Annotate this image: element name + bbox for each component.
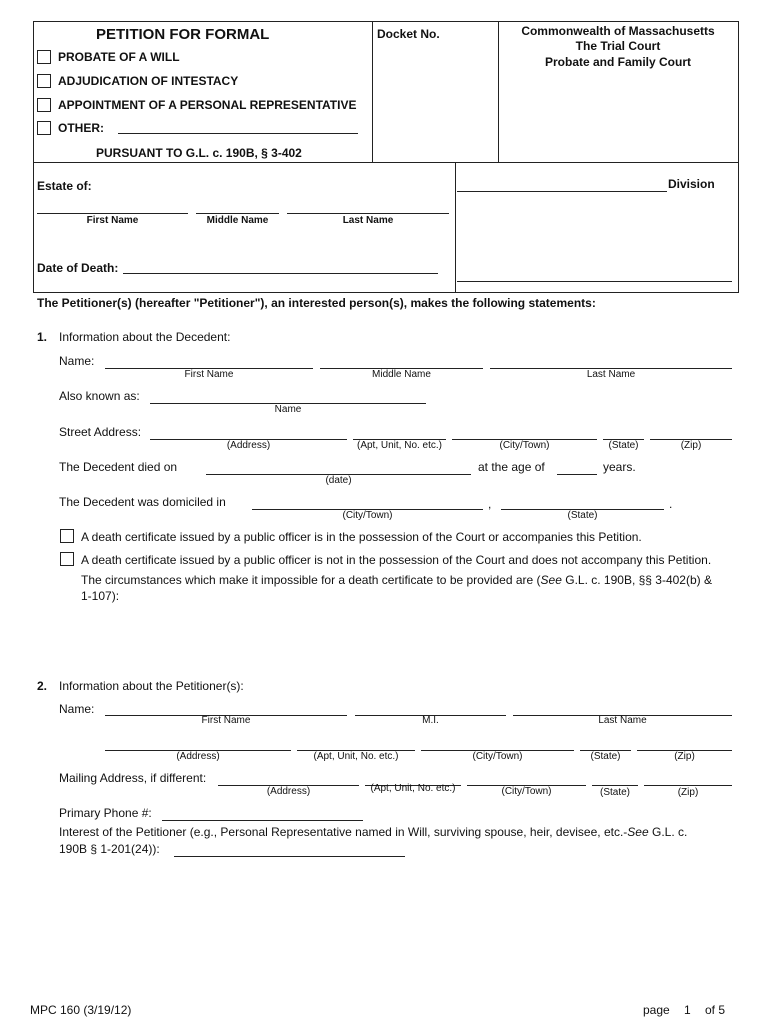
estate-last-field[interactable] bbox=[287, 213, 449, 214]
estate-middle-caption: Middle Name bbox=[206, 215, 269, 226]
header-divider-docket bbox=[372, 21, 373, 162]
decedent-state-caption: (State) bbox=[608, 440, 639, 451]
header-divider-court bbox=[498, 21, 499, 162]
court-line1: Commonwealth of Massachusetts bbox=[521, 24, 715, 38]
circumstances-text bbox=[81, 573, 712, 587]
cert-in-possession-checkbox[interactable] bbox=[60, 529, 74, 543]
probate-will-label: PROBATE OF A WILL bbox=[58, 50, 180, 64]
header-divider-estate bbox=[455, 162, 456, 292]
estate-first-caption: First Name bbox=[86, 215, 139, 226]
other-field[interactable] bbox=[118, 133, 358, 134]
decedent-address-caption: (Address) bbox=[226, 440, 271, 451]
petitioner-last-caption: Last Name bbox=[598, 715, 647, 726]
mailing-address-caption: (Address) bbox=[266, 786, 311, 797]
interest-text-a: Interest of the Petitioner (e.g., Personal Representative named in Will, surviving spouse, heir, devisee, etc.- bbox=[59, 825, 628, 839]
age-field[interactable] bbox=[557, 474, 597, 475]
cert-not-in-possession-checkbox[interactable] bbox=[60, 552, 74, 566]
header-divider-mid bbox=[33, 162, 738, 163]
interest-text-b: G.L. c. bbox=[648, 825, 688, 839]
decedent-city-caption: (City/Town) bbox=[499, 440, 550, 451]
death-date-caption: (date) bbox=[325, 475, 352, 486]
decedent-last-caption: Last Name bbox=[586, 369, 636, 380]
circumstances-text-a: The circumstances which make it impossible for a death certificate to be provided are ( bbox=[81, 573, 541, 587]
form-id: MPC 160 (3/19/12) bbox=[30, 1003, 132, 1017]
intestacy-label: ADJUDICATION OF INTESTACY bbox=[58, 74, 239, 88]
intestacy-checkbox[interactable] bbox=[37, 74, 51, 88]
domiciled-label: The Decedent was domiciled in bbox=[59, 495, 226, 509]
date-of-death-label: Date of Death: bbox=[37, 261, 119, 275]
division-lower-line bbox=[457, 281, 732, 282]
age-suffix: years. bbox=[603, 460, 636, 474]
estate-label: Estate of: bbox=[37, 179, 92, 193]
division-label: Division bbox=[668, 177, 715, 191]
pursuant-text: PURSUANT TO G.L. c. 190B, § 3-402 bbox=[96, 146, 302, 160]
decedent-apt-caption: (Apt, Unit, No. etc.) bbox=[356, 440, 443, 451]
cert-in-possession-label: A death certificate issued by a public officer is in the possession of the Court or accompanies this Petition. bbox=[81, 530, 642, 544]
petitioner-apt-caption: (Apt, Unit, No. etc.) bbox=[313, 751, 399, 762]
died-on-label: The Decedent died on bbox=[59, 460, 178, 474]
section1-number: 1. bbox=[37, 330, 48, 344]
domicile-period: . bbox=[669, 497, 673, 511]
decedent-name-label: Name: bbox=[59, 354, 95, 368]
street-address-label: Street Address: bbox=[59, 425, 142, 439]
section1-title: Information about the Decedent: bbox=[59, 330, 231, 344]
phone-field[interactable] bbox=[162, 820, 363, 821]
petitioner-name-label: Name: bbox=[59, 702, 95, 716]
mailing-zip-caption: (Zip) bbox=[677, 787, 699, 798]
estate-last-caption: Last Name bbox=[342, 215, 394, 226]
date-of-death-field[interactable] bbox=[123, 273, 438, 274]
mailing-state-field[interactable] bbox=[592, 785, 638, 786]
phone-label: Primary Phone #: bbox=[59, 806, 152, 820]
petitioner-zip-caption: (Zip) bbox=[674, 751, 695, 762]
interest-see: See bbox=[627, 825, 649, 839]
aka-caption: Name bbox=[274, 404, 302, 415]
circumstances-see: See bbox=[540, 573, 562, 587]
decedent-first-caption: First Name bbox=[184, 369, 234, 380]
court-line2: The Trial Court bbox=[575, 39, 661, 53]
probate-will-checkbox[interactable] bbox=[37, 50, 51, 64]
court-line3: Probate and Family Court bbox=[544, 55, 692, 69]
domicile-comma: , bbox=[488, 497, 492, 511]
page-total: of 5 bbox=[705, 1003, 726, 1017]
estate-first-field[interactable] bbox=[37, 213, 188, 214]
domicile-city-caption: (City/Town) bbox=[342, 510, 393, 521]
decedent-middle-caption: Middle Name bbox=[372, 369, 431, 380]
petitioner-first-caption: First Name bbox=[201, 715, 251, 726]
personal-rep-checkbox[interactable] bbox=[37, 98, 51, 112]
interest-field[interactable] bbox=[174, 856, 405, 857]
mailing-zip-field[interactable] bbox=[644, 785, 732, 786]
circumstances-text-b: G.L. c. 190B, §§ 3-402(b) & bbox=[561, 573, 712, 587]
petitioner-mi-caption: M.I. bbox=[422, 715, 439, 726]
page-number: 1 bbox=[684, 1003, 691, 1017]
interest-text bbox=[59, 825, 687, 839]
division-field[interactable] bbox=[457, 191, 667, 192]
petitioner-address-caption: (Address) bbox=[176, 751, 220, 762]
section2-number: 2. bbox=[37, 679, 48, 693]
mailing-address-label: Mailing Address, if different: bbox=[59, 771, 207, 785]
decedent-zip-caption: (Zip) bbox=[680, 440, 702, 451]
aka-label: Also known as: bbox=[59, 389, 140, 403]
mailing-city-caption: (City/Town) bbox=[501, 786, 552, 797]
intro-statement: The Petitioner(s) (hereafter "Petitioner"), an interested person(s), makes the following statements: bbox=[37, 296, 596, 310]
domicile-state-caption: (State) bbox=[567, 510, 598, 521]
mailing-apt-caption: (Apt, Unit, No. etc.) bbox=[370, 783, 456, 794]
age-prefix: at the age of bbox=[478, 460, 545, 474]
interest-line2: 190B § 1-201(24)): bbox=[59, 842, 160, 856]
circumstances-line2: 1-107): bbox=[81, 589, 120, 603]
cert-not-in-possession-label: A death certificate issued by a public officer is not in the possession of the Court and does not accompany this Petition. bbox=[81, 553, 712, 567]
page-label: page bbox=[643, 1003, 670, 1017]
section2-title: Information about the Petitioner(s): bbox=[59, 679, 244, 693]
other-label: OTHER: bbox=[58, 121, 104, 135]
docket-label: Docket No. bbox=[377, 27, 440, 41]
personal-rep-label: APPOINTMENT OF A PERSONAL REPRESENTATIVE bbox=[58, 98, 357, 112]
estate-middle-field[interactable] bbox=[196, 213, 279, 214]
form-title: PETITION FOR FORMAL bbox=[96, 26, 270, 43]
other-checkbox[interactable] bbox=[37, 121, 51, 135]
petitioner-state-caption: (State) bbox=[590, 751, 621, 762]
petitioner-city-caption: (City/Town) bbox=[472, 751, 523, 762]
mailing-state-caption: (State) bbox=[599, 787, 630, 798]
